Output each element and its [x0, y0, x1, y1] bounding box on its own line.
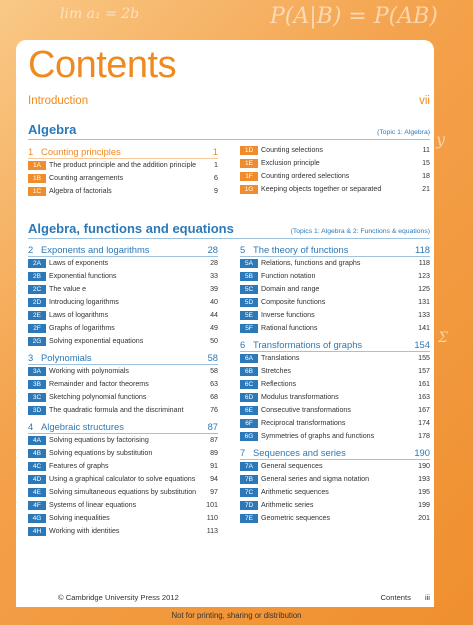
- chapter-heading[interactable]: [240, 339, 430, 352]
- entry-title: Arithmetic series: [261, 501, 314, 509]
- section-code-badge: 7D: [240, 501, 258, 510]
- toc-entry[interactable]: [240, 367, 430, 376]
- entry-page: 50: [210, 337, 218, 345]
- section-code-badge: 2A: [28, 259, 46, 268]
- entry-title: The value e: [49, 285, 87, 293]
- entry-title: Modulus transformations: [261, 393, 339, 401]
- entry-page: 9: [214, 187, 218, 195]
- entry-title: The quadratic formula and the discriminant: [49, 406, 184, 414]
- section-code-badge: 4H: [28, 527, 46, 536]
- toc-entry[interactable]: [28, 475, 218, 484]
- entry-page: 199: [418, 501, 430, 509]
- chapter-name: Polynomials: [41, 352, 92, 363]
- chapter-block: [240, 447, 430, 523]
- toc-entry[interactable]: [28, 501, 218, 510]
- entry-title: Counting ordered selections: [261, 172, 350, 180]
- section-code-badge: 5B: [240, 272, 258, 281]
- entry-page: 39: [210, 285, 218, 293]
- toc-entry[interactable]: [28, 514, 218, 523]
- section-code-badge: 4G: [28, 514, 46, 523]
- footer-section: Contents: [380, 593, 411, 602]
- entry-page: 94: [210, 475, 218, 483]
- footer-page-number: iii: [424, 593, 430, 602]
- page-title: Contents: [28, 44, 177, 86]
- section-algebra-header: [28, 122, 430, 140]
- section-code-badge: 2G: [28, 337, 46, 346]
- entry-title: Reciprocal transformations: [261, 419, 346, 427]
- toc-entry[interactable]: [240, 172, 430, 181]
- entry-title: Reflections: [261, 380, 297, 388]
- entry-title: Rational functions: [261, 324, 318, 332]
- section-code-badge: 1E: [240, 159, 258, 168]
- entry-page: 123: [418, 272, 430, 280]
- entry-title: Translations: [261, 354, 300, 362]
- toc-entry[interactable]: [28, 488, 218, 497]
- entry-page: 58: [210, 367, 218, 375]
- entry-page: 1: [214, 161, 218, 169]
- entry-title: Counting selections: [261, 146, 323, 154]
- section-code-badge: 6B: [240, 367, 258, 376]
- entry-title: Exclusion principle: [261, 159, 320, 167]
- section-topic: (Topics 1: Algebra & 2: Functions & equations): [290, 228, 430, 235]
- section-code-badge: 1D: [240, 146, 258, 155]
- entry-title: Sketching polynomial functions: [49, 393, 147, 401]
- toc-entry[interactable]: [240, 311, 430, 320]
- toc-entry[interactable]: [28, 311, 218, 320]
- section-code-badge: 4E: [28, 488, 46, 497]
- toc-entry[interactable]: [28, 174, 218, 183]
- distribution-notice: Not for printing, sharing or distribution: [171, 611, 302, 620]
- toc-entry[interactable]: [240, 380, 430, 389]
- toc-entry[interactable]: [28, 298, 218, 307]
- toc-entry[interactable]: [240, 298, 430, 307]
- chapter-heading[interactable]: [28, 244, 218, 257]
- entry-page: 87: [210, 436, 218, 444]
- entry-title: Solving exponential equations: [49, 337, 144, 345]
- entry-title: The product principle and the addition principle: [49, 161, 197, 169]
- toc-entry[interactable]: [240, 419, 430, 428]
- section-title: Algebra, functions and equations: [28, 221, 234, 236]
- chapter-number: 7: [240, 447, 246, 458]
- chapter-name: Sequences and series: [253, 447, 346, 458]
- toc-entry[interactable]: [240, 462, 430, 471]
- algebra-left-column: [28, 146, 218, 200]
- entry-page: 44: [210, 311, 218, 319]
- section-code-badge: 2C: [28, 285, 46, 294]
- section-code-badge: 7A: [240, 462, 258, 471]
- section-code-badge: 4A: [28, 436, 46, 445]
- entry-page: 33: [210, 272, 218, 280]
- entry-page: 141: [418, 324, 430, 332]
- section-code-badge: 6E: [240, 406, 258, 415]
- chapter-number: 4: [28, 421, 34, 432]
- formula-doodle: Σ: [438, 330, 448, 346]
- chapter-name: Counting principles: [41, 146, 121, 157]
- entry-page: 174: [418, 419, 430, 427]
- entry-page: 163: [418, 393, 430, 401]
- chapter-block: [28, 421, 218, 536]
- algebra-right-column: [240, 146, 430, 198]
- toc-entry[interactable]: [28, 406, 218, 415]
- section-code-badge: 2B: [28, 272, 46, 281]
- entry-title: Solving equations by substitution: [49, 449, 153, 457]
- chapter-number: 5: [240, 244, 246, 255]
- introduction-label: Introduction: [28, 95, 89, 107]
- toc-entry[interactable]: [28, 259, 218, 268]
- introduction-entry[interactable]: [28, 95, 430, 107]
- formula-doodle: y: [436, 130, 446, 149]
- toc-entry[interactable]: [240, 354, 430, 363]
- chapter-number: 6: [240, 339, 246, 350]
- section-code-badge: 4D: [28, 475, 46, 484]
- section-code-badge: 1F: [240, 172, 258, 181]
- toc-entry[interactable]: [28, 393, 218, 402]
- section-code-badge: 7B: [240, 475, 258, 484]
- toc-entry[interactable]: [28, 462, 218, 471]
- toc-entry[interactable]: [240, 272, 430, 281]
- toc-entry[interactable]: [240, 514, 430, 523]
- section-code-badge: 6A: [240, 354, 258, 363]
- chapter-heading[interactable]: [240, 447, 430, 460]
- entry-title: Working with polynomials: [49, 367, 129, 375]
- entry-page: 40: [210, 298, 218, 306]
- entry-title: Function notation: [261, 272, 316, 280]
- toc-entry[interactable]: [240, 501, 430, 510]
- chapter-page: 154: [414, 339, 430, 350]
- entry-page: 15: [422, 159, 430, 167]
- entry-page: 68: [210, 393, 218, 401]
- entry-title: Domain and range: [261, 285, 320, 293]
- chapter-block: [28, 352, 218, 415]
- toc-entry[interactable]: [240, 393, 430, 402]
- section-code-badge: 5A: [240, 259, 258, 268]
- toc-entry[interactable]: [240, 324, 430, 333]
- copyright-text: © Cambridge University Press 2012: [58, 593, 179, 602]
- toc-entry[interactable]: [28, 527, 218, 536]
- toc-entry[interactable]: [240, 475, 430, 484]
- section-code-badge: 1B: [28, 174, 46, 183]
- entry-page: 125: [418, 285, 430, 293]
- chapter-number: 1: [28, 146, 34, 157]
- entry-page: 157: [418, 367, 430, 375]
- toc-entry[interactable]: [28, 449, 218, 458]
- section-code-badge: 3D: [28, 406, 46, 415]
- entry-page: 155: [418, 354, 430, 362]
- section-code-badge: 4C: [28, 462, 46, 471]
- afe-left-column: [28, 244, 218, 542]
- entry-page: 110: [206, 514, 218, 522]
- entry-page: 28: [210, 259, 218, 267]
- section-code-badge: 5D: [240, 298, 258, 307]
- entry-page: 6: [214, 174, 218, 182]
- section-code-badge: 6D: [240, 393, 258, 402]
- toc-entry[interactable]: [28, 367, 218, 376]
- entry-title: Solving equations by factorising: [49, 436, 149, 444]
- entry-page: 161: [418, 380, 430, 388]
- section-code-badge: 3B: [28, 380, 46, 389]
- section-code-badge: 1A: [28, 161, 46, 170]
- toc-entry[interactable]: [240, 146, 430, 155]
- entry-title: Remainder and factor theorems: [49, 380, 149, 388]
- toc-entry[interactable]: [28, 436, 218, 445]
- chapter-block: [240, 339, 430, 441]
- chapter-page: 28: [207, 244, 218, 255]
- toc-entry[interactable]: [28, 272, 218, 281]
- section-code-badge: 5F: [240, 324, 258, 333]
- toc-entry[interactable]: [240, 488, 430, 497]
- section-code-badge: 3A: [28, 367, 46, 376]
- section-afe-header: [28, 221, 430, 239]
- chapter-page: 87: [207, 421, 218, 432]
- section-code-badge: 7E: [240, 514, 258, 523]
- section-code-badge: 6F: [240, 419, 258, 428]
- entry-page: 201: [418, 514, 430, 522]
- entry-title: Keeping objects together or separated: [261, 185, 382, 193]
- chapter-number: 3: [28, 352, 34, 363]
- entry-page: 63: [210, 380, 218, 388]
- entry-page: 131: [418, 298, 430, 306]
- entry-page: 133: [418, 311, 430, 319]
- entry-page: 97: [210, 488, 218, 496]
- entry-page: 178: [418, 432, 430, 440]
- chapter-page: 190: [414, 447, 430, 458]
- toc-entry[interactable]: [240, 285, 430, 294]
- chapter-name: Transformations of graphs: [253, 339, 363, 350]
- page-footer: [58, 593, 430, 602]
- toc-entry[interactable]: [28, 285, 218, 294]
- entry-page: 49: [210, 324, 218, 332]
- toc-entry[interactable]: [28, 161, 218, 170]
- afe-right-column: [240, 244, 430, 529]
- entry-title: Counting arrangements: [49, 174, 124, 182]
- entry-page: 118: [418, 259, 430, 267]
- section-code-badge: 2F: [28, 324, 46, 333]
- entry-title: Geometric sequences: [261, 514, 331, 522]
- section-code-badge: 5E: [240, 311, 258, 320]
- entry-title: Using a graphical calculator to solve equations: [49, 475, 196, 483]
- toc-entry[interactable]: [240, 432, 430, 441]
- section-code-badge: 1G: [240, 185, 258, 194]
- formula-doodle: lim a₁ = 2b: [60, 6, 140, 22]
- entry-title: Introducing logarithms: [49, 298, 119, 306]
- chapter-block: [28, 244, 218, 346]
- toc-entry[interactable]: [28, 187, 218, 196]
- formula-doodle: P(A|B) = P(AB): [270, 4, 438, 29]
- entry-title: Stretches: [261, 367, 291, 375]
- chapter-heading[interactable]: [28, 146, 218, 159]
- entry-title: Exponential functions: [49, 272, 117, 280]
- entry-title: Working with identities: [49, 527, 120, 535]
- chapter-number: 2: [28, 244, 34, 255]
- entry-page: 21: [422, 185, 430, 193]
- chapter-page: 118: [415, 244, 430, 255]
- entry-page: 190: [418, 462, 430, 470]
- section-code-badge: 4B: [28, 449, 46, 458]
- section-topic: (Topic 1: Algebra): [377, 129, 430, 136]
- entry-title: Inverse functions: [261, 311, 315, 319]
- entry-title: Features of graphs: [49, 462, 109, 470]
- section-code-badge: 6C: [240, 380, 258, 389]
- entry-page: 193: [418, 475, 430, 483]
- entry-title: Graphs of logarithms: [49, 324, 115, 332]
- entry-title: Arithmetic sequences: [261, 488, 329, 496]
- introduction-page: vii: [419, 95, 430, 107]
- entry-page: 113: [206, 527, 218, 535]
- entry-title: General sequences: [261, 462, 323, 470]
- entry-title: Relations, functions and graphs: [261, 259, 361, 267]
- section-title: Algebra: [28, 122, 77, 137]
- toc-entry[interactable]: [28, 324, 218, 333]
- chapter-page: 1: [212, 146, 218, 157]
- chapter-page: 58: [207, 352, 218, 363]
- section-code-badge: 4F: [28, 501, 46, 510]
- entry-page: 101: [206, 501, 218, 509]
- entry-title: Solving simultaneous equations by substitution: [49, 488, 197, 496]
- section-code-badge: 5C: [240, 285, 258, 294]
- entry-title: Laws of exponents: [49, 259, 109, 267]
- section-code-badge: 3C: [28, 393, 46, 402]
- section-code-badge: 6G: [240, 432, 258, 441]
- chapter-heading[interactable]: [28, 352, 218, 365]
- entry-title: General series and sigma notation: [261, 475, 370, 483]
- chapter-name: Exponents and logarithms: [41, 244, 150, 255]
- section-code-badge: 7C: [240, 488, 258, 497]
- entry-page: 89: [210, 449, 218, 457]
- entry-page: 91: [210, 462, 218, 470]
- toc-entry[interactable]: [240, 406, 430, 415]
- chapter-block: [240, 244, 430, 333]
- toc-entry[interactable]: [240, 185, 430, 194]
- entry-title: Consecutive transformations: [261, 406, 351, 414]
- entry-title: Solving inequalities: [49, 514, 110, 522]
- chapter-name: The theory of functions: [253, 244, 349, 255]
- entry-title: Algebra of factorials: [49, 187, 112, 195]
- entry-page: 76: [210, 406, 218, 414]
- toc-entry[interactable]: [28, 380, 218, 389]
- entry-title: Systems of linear equations: [49, 501, 137, 509]
- entry-title: Symmetries of graphs and functions: [261, 432, 375, 440]
- chapter-name: Algebraic structures: [41, 421, 124, 432]
- chapter-heading[interactable]: [240, 244, 430, 257]
- toc-entry[interactable]: [28, 337, 218, 346]
- toc-entry[interactable]: [240, 259, 430, 268]
- toc-entry[interactable]: [240, 159, 430, 168]
- section-code-badge: 2D: [28, 298, 46, 307]
- section-code-badge: 1C: [28, 187, 46, 196]
- entry-page: 195: [418, 488, 430, 496]
- chapter-heading[interactable]: [28, 421, 218, 434]
- entry-page: 11: [422, 146, 430, 154]
- section-code-badge: 2E: [28, 311, 46, 320]
- entry-title: Laws of logarithms: [49, 311, 109, 319]
- entry-title: Composite functions: [261, 298, 326, 306]
- entry-page: 167: [418, 406, 430, 414]
- entry-page: 18: [422, 172, 430, 180]
